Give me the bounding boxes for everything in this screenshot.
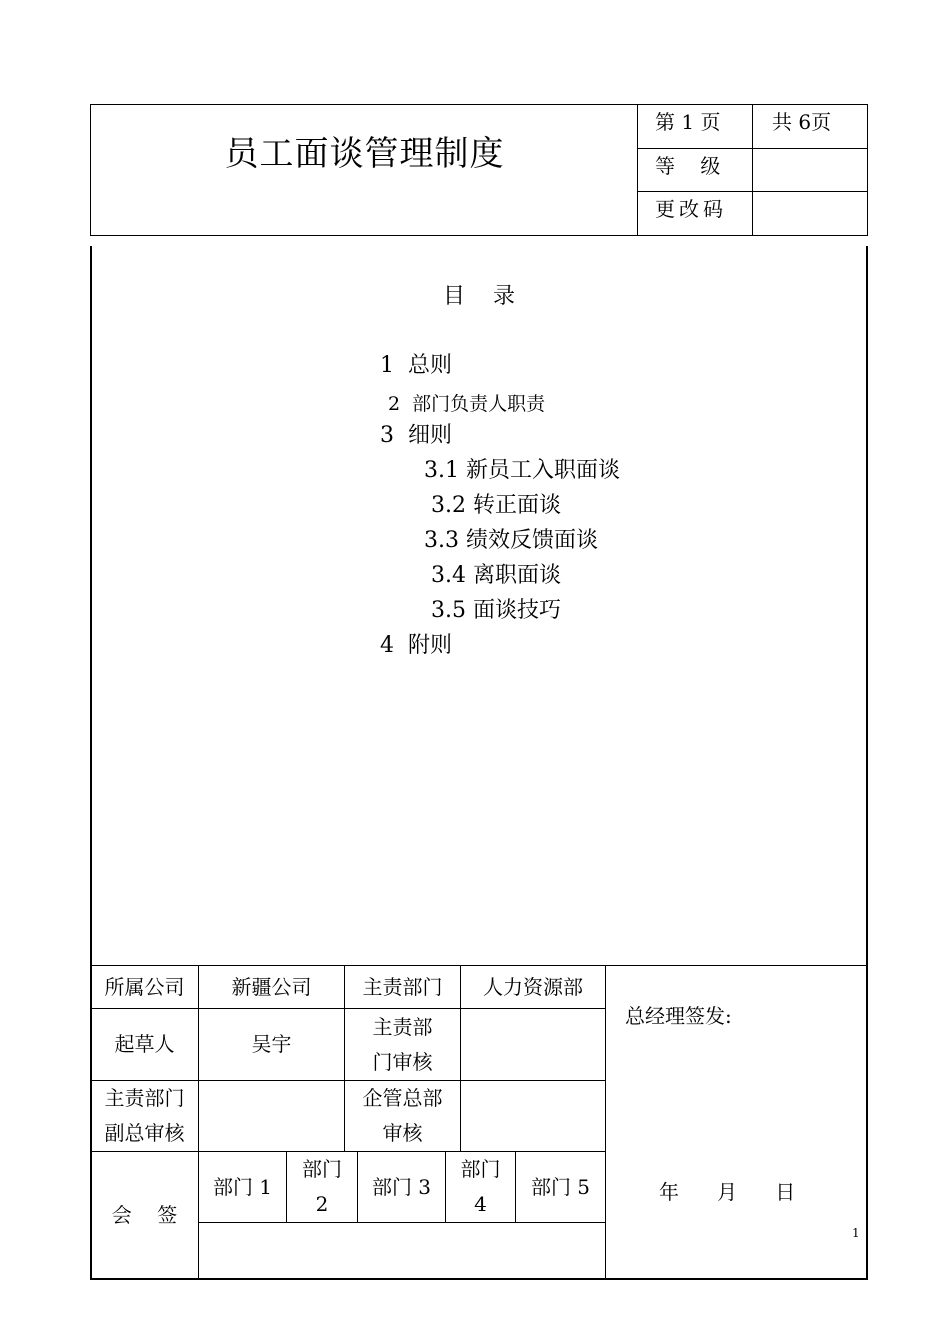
- dept-label: 主责部门: [362, 974, 443, 999]
- toc-item-3-4: 3.4 离职面谈: [431, 563, 561, 588]
- revision-label: 更改码: [655, 197, 727, 221]
- drafter-label: 起草人: [114, 1032, 175, 1056]
- dept2-label: 部门 2: [302, 1157, 342, 1216]
- dept1-label: 部门 1: [212, 1174, 273, 1199]
- drafter-value: 吴宇: [251, 1032, 292, 1056]
- countersign-label: 会 签: [111, 1202, 178, 1227]
- toc-item-2: 2 部门负责人职责: [388, 393, 546, 415]
- toc-heading: 目 录: [443, 284, 515, 309]
- grade-label: 等 级: [655, 154, 721, 178]
- dept4-label: 部门 4: [460, 1157, 501, 1216]
- toc-item-3-5: 3.5 面谈技巧: [431, 598, 561, 623]
- page-label: 第 1 页: [655, 110, 721, 134]
- toc-item-3-2: 3.2 转正面谈: [431, 493, 561, 518]
- dept-review-label: 主责部门审核: [372, 1014, 433, 1074]
- company-label: 所属公司: [104, 974, 185, 999]
- mgmt-review-label: 企管总部审核: [362, 1086, 443, 1145]
- company-value: 新疆公司: [231, 974, 312, 999]
- vp-review-label: 主责部门副总审核: [104, 1086, 185, 1145]
- total-pages-label: 共 6页: [772, 110, 832, 134]
- gm-sign-label: 总经理签发:: [625, 1004, 732, 1028]
- toc-item-3: 3 细则: [380, 423, 452, 448]
- toc-item-3-3: 3.3 绩效反馈面谈: [424, 528, 598, 553]
- date-label: 年 月 日: [659, 1180, 796, 1204]
- toc-item-4: 4 附则: [380, 633, 452, 658]
- dept5-label: 部门 5: [530, 1174, 591, 1199]
- document-title: 员工面谈管理制度: [224, 134, 505, 174]
- toc-item-1: 1 总则: [380, 353, 452, 378]
- dept3-label: 部门 3: [371, 1174, 432, 1199]
- page-number: 1: [852, 1226, 860, 1240]
- dept-value: 人力资源部: [483, 974, 583, 999]
- toc-item-3-1: 3.1 新员工入职面谈: [424, 458, 620, 483]
